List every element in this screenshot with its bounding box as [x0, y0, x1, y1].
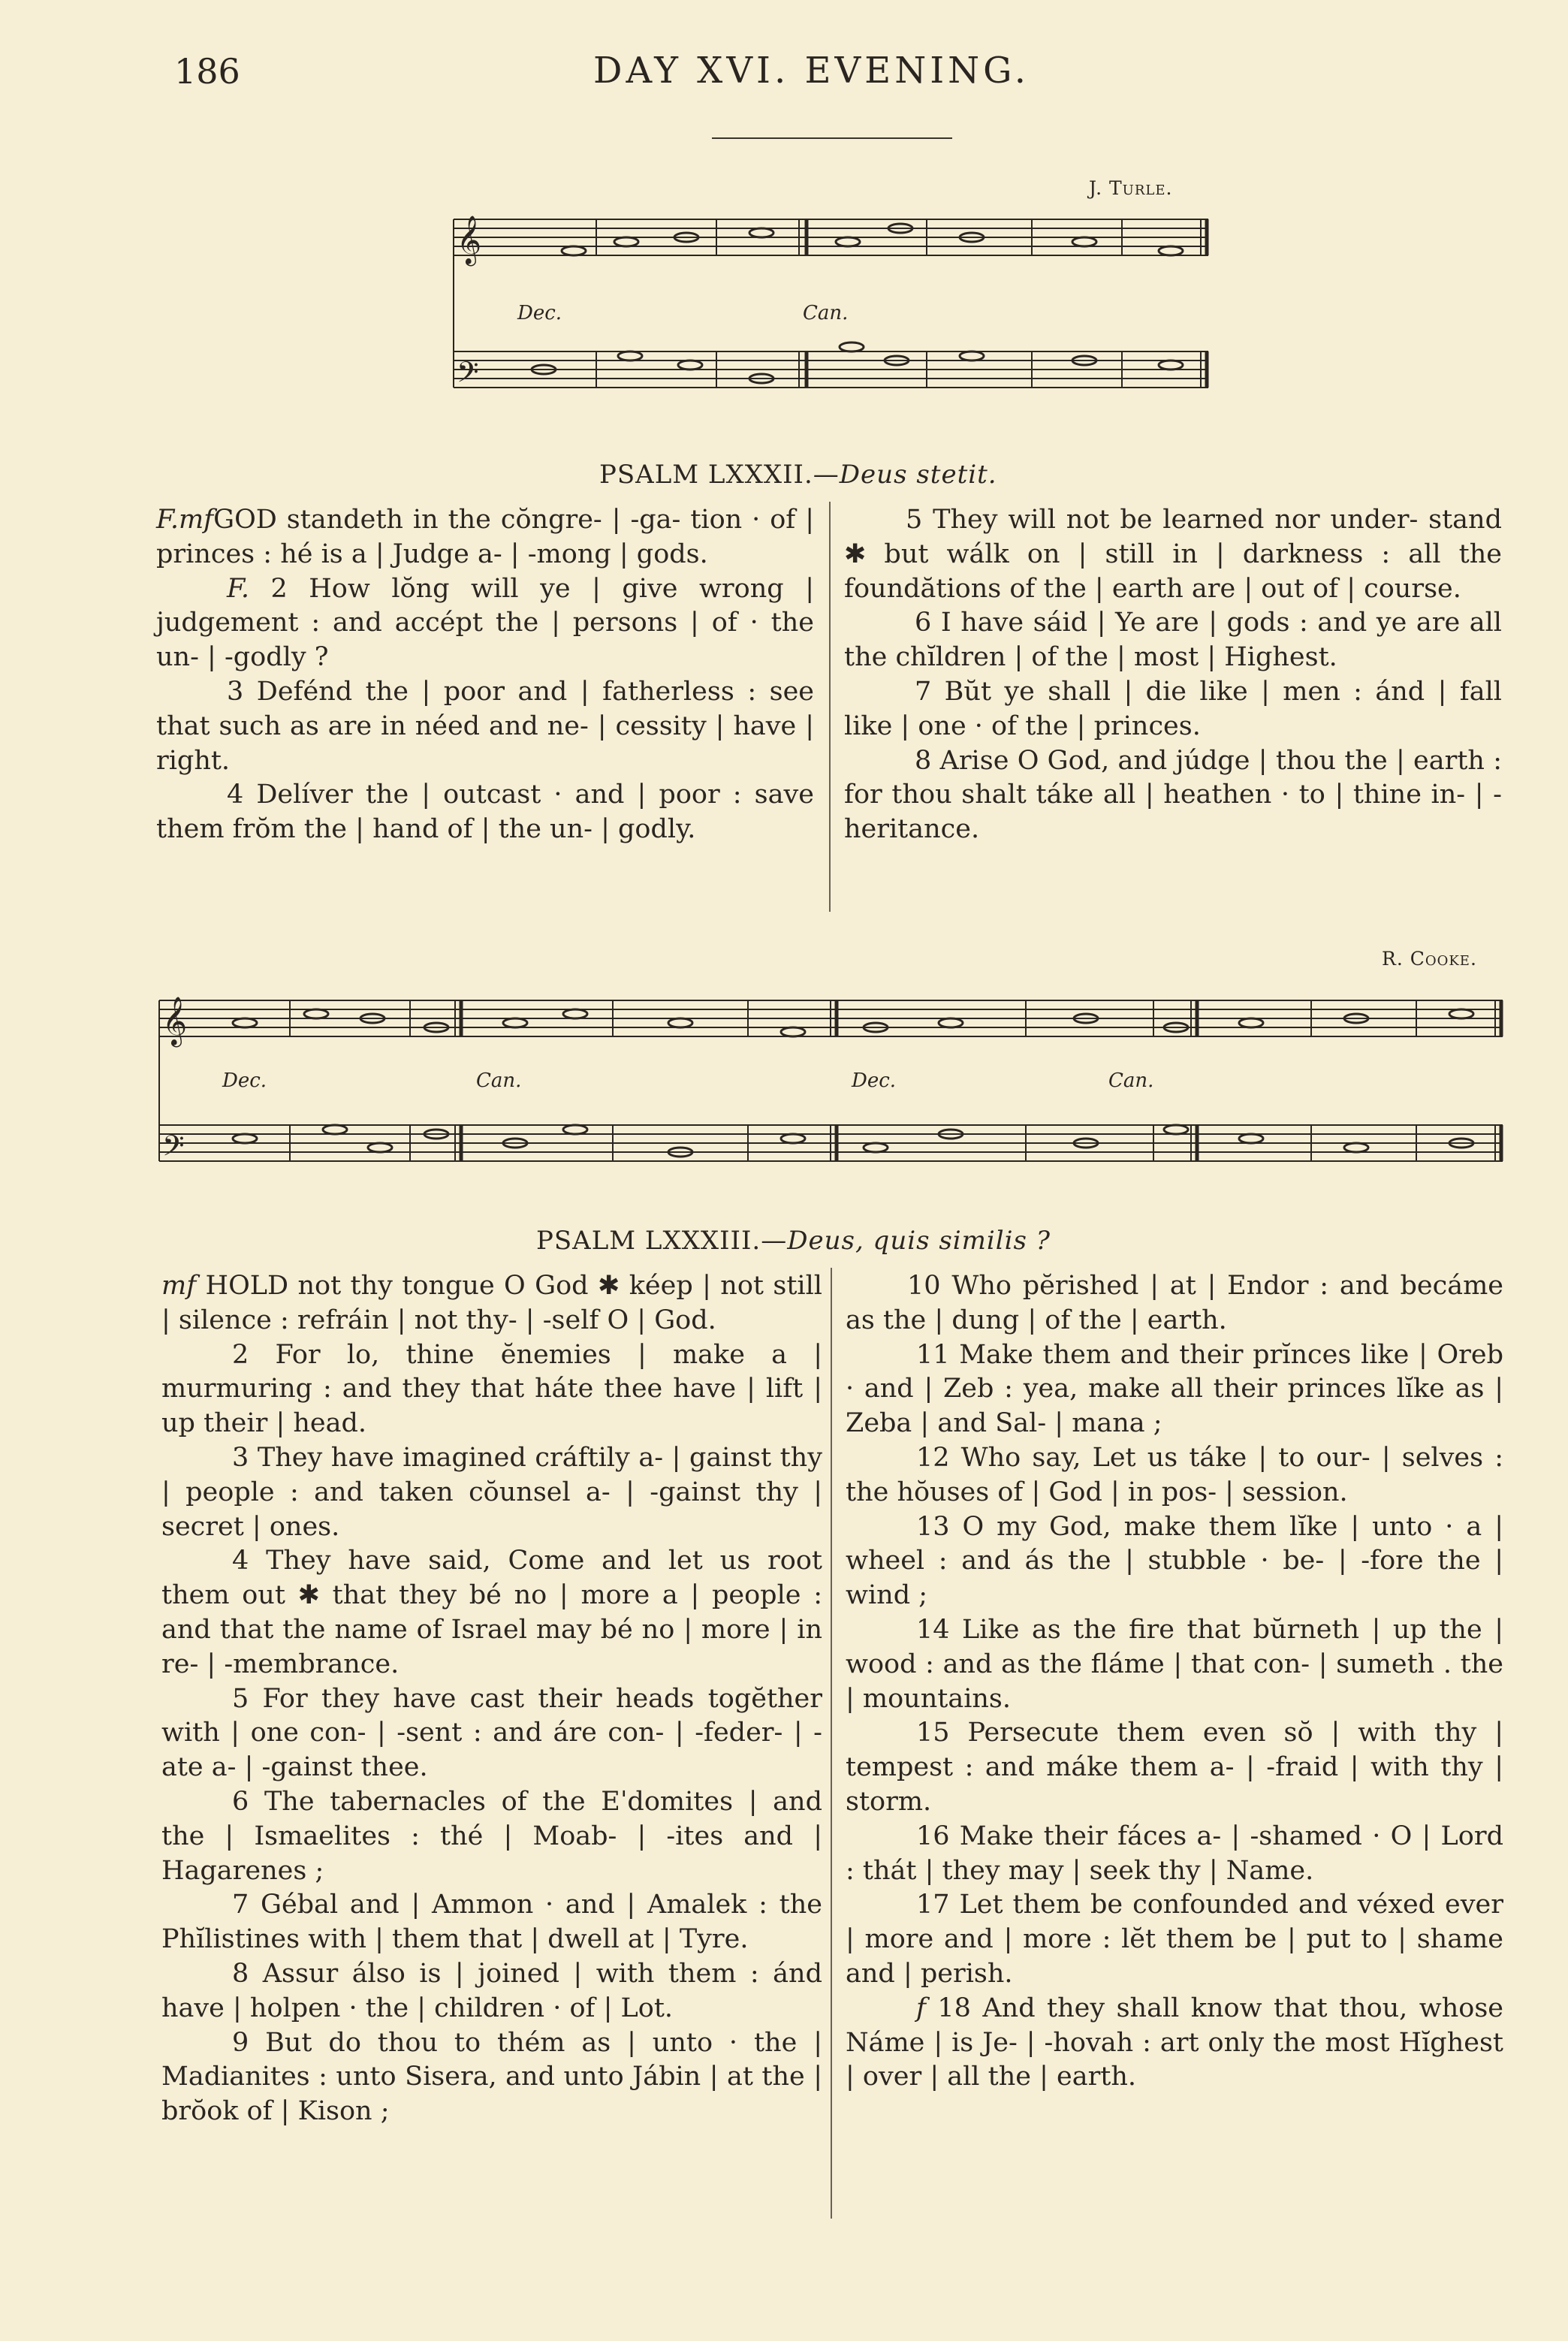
verse: 15 Persecute them even sŏ | with thy | tempest : and máke them a- | -fraid | with thy | storm.	[846, 1718, 1503, 1817]
svg-text:𝄞: 𝄞	[162, 997, 188, 1045]
verse: 6 The tabernacles of the Eˈdomites | and the | Ismaelites : thé | Moab- | -ites and | Hagarenes ;	[161, 1786, 822, 1886]
psalm-83-title: PSALM LXXXIII.—	[536, 1226, 788, 1256]
verse: 4 Delíver the | outcast · and | poor : save them frŏm the | hand of | the un- | godly.	[156, 780, 814, 845]
chant-2-can-1: Can.	[476, 1069, 522, 1092]
verse: 8 Assur álso is | joined | with them : ánd have | holpen · the | children · of | Lot.	[161, 1958, 822, 2023]
svg-text:𝄞: 𝄞	[457, 216, 482, 264]
verse: 3 They have imagined cráftily a- | gainst thy | people : and taken cŏunsel a- | -gainst thy | secret | ones.	[161, 1442, 822, 1542]
verse: 5 They will not be learned nor under- stand ✱ but wálk on | still in | darkness : all the foundătions of the | earth are | out of | course.	[844, 505, 1502, 604]
verse: 16 Make their fáces a- | -shamed · O | Lord : thát | they may | seek thy | Name.	[846, 1821, 1503, 1886]
verse: 17 Let them be confounded and véxed ever | more and | more : lĕt them be | put to | shame and | perish.	[846, 1890, 1503, 1989]
psalm-83-right-column	[846, 1269, 1503, 2095]
column-divider	[831, 1268, 832, 2219]
chant-2-dec-2: Dec.	[852, 1069, 897, 1092]
chant-1-dec: Dec.	[517, 302, 562, 324]
psalm-83-left-column	[161, 1269, 822, 2129]
chant-2-score	[155, 976, 1506, 1217]
psalm-82-left-column	[156, 503, 814, 847]
psalm-83-heading	[536, 1226, 1051, 1256]
page-title: DAY XVI. EVENING.	[593, 50, 1030, 92]
chant-2-dec-1: Dec.	[222, 1069, 267, 1092]
title-divider	[712, 137, 952, 139]
verse: 14 Like as the fire that bŭrneth | up the | wood : and as the fláme | that con- | sumeth . the | mountains.	[846, 1614, 1503, 1714]
verse: 3 Defénd the | poor and | fatherless : see that such as are in néed and ne- | cessity | have | right.	[156, 676, 814, 776]
verse: f 18 And they shall know that thou, whose Náme | is Je- | -hovah : art only the most Hĭghest | over | all the | earth.	[846, 1993, 1503, 2092]
column-divider	[829, 502, 831, 912]
verse: 4 They have said, Come and let us root them out ✱ that they bé no | more a | people : and that the name of Israel may bé no | more | in re- | -membrance.	[161, 1546, 822, 1679]
verse: 11 Make them and their prĭnces like | Oreb · and | Zeb : yea, make all their princes lĭke as | Zeba | and Sal- | mana ;	[846, 1339, 1503, 1439]
psalm-83-subtitle: Deus, quis similis ?	[787, 1226, 1051, 1256]
chant-1-score	[446, 210, 1212, 413]
psalm-82-right-column	[844, 503, 1502, 847]
chant-2-can-2: Can.	[1108, 1069, 1154, 1092]
verse: 13 O my God, make them lĭke | unto · a | wheel : and ás the | stubble · be- | -fore the | wind ;	[846, 1511, 1503, 1611]
verse: 6 I have sáid | Ye are | gods : and ye are all the chĭldren | of the | most | Highest.	[844, 608, 1502, 673]
verse: 12 Who say, Let us táke | to our- | selves : the hŏuses of | God | in pos- | session.	[846, 1442, 1503, 1507]
verse: 2 For lo, thine ĕnemies | make a | murmuring : and they that háte thee have | lift | up their | head.	[161, 1339, 822, 1439]
verse: 10 Who pĕrished | at | Endor : and becáme as the | dung | of the | earth.	[846, 1271, 1503, 1335]
verse: 7 Bŭt ye shall | die like | men : ánd | fall like | one · of the | princes.	[844, 676, 1502, 741]
verse: mf HOLD not thy tongue O God ✱ kéep | not still | silence : refráin | not thy- | -self O | God.	[161, 1271, 822, 1335]
chant-2-composer: R. Cooke.	[1382, 948, 1477, 970]
psalm-82-title: PSALM LXXXII.—	[599, 460, 840, 490]
chant-1-composer: J. Turle.	[1089, 177, 1173, 199]
chant-1-can: Can.	[803, 302, 849, 324]
verse: 8 Arise O God, and júdge | thou the | earth : for thou shalt táke all | heathen · to | thine in- | -heritance.	[844, 745, 1502, 845]
svg-text:𝄢: 𝄢	[457, 355, 479, 396]
verse: F.mfGOD standeth in the cŏngre- | -ga- tion · of | princes : hé is a | Judge a- | -mong | gods.	[156, 505, 814, 569]
verse: F. 2 How lŏng will ye | give wrong | judgement : and accépt the | persons | of · the un- | -godly ?	[156, 573, 814, 673]
verse: 7 Gébal and | Ammon · and | Amalek : the Phĭlistines with | them that | dwell at | Tyre.	[161, 1890, 822, 1955]
psalm-82-subtitle: Deus stetit.	[839, 460, 997, 490]
psalm-82-heading	[599, 460, 997, 490]
verse: 5 For they have cast their heads togĕther with | one con- | -sent : and áre con- | -feder- | -ate a- | -gainst thee.	[161, 1683, 822, 1783]
svg-text:𝄢: 𝄢	[162, 1129, 185, 1169]
page-number: 186	[174, 51, 240, 92]
verse: 9 But do thou to thém as | unto · the | Madianites : unto Sisera, and unto Jábin | at the | brŏok of | Kison ;	[161, 2027, 822, 2127]
